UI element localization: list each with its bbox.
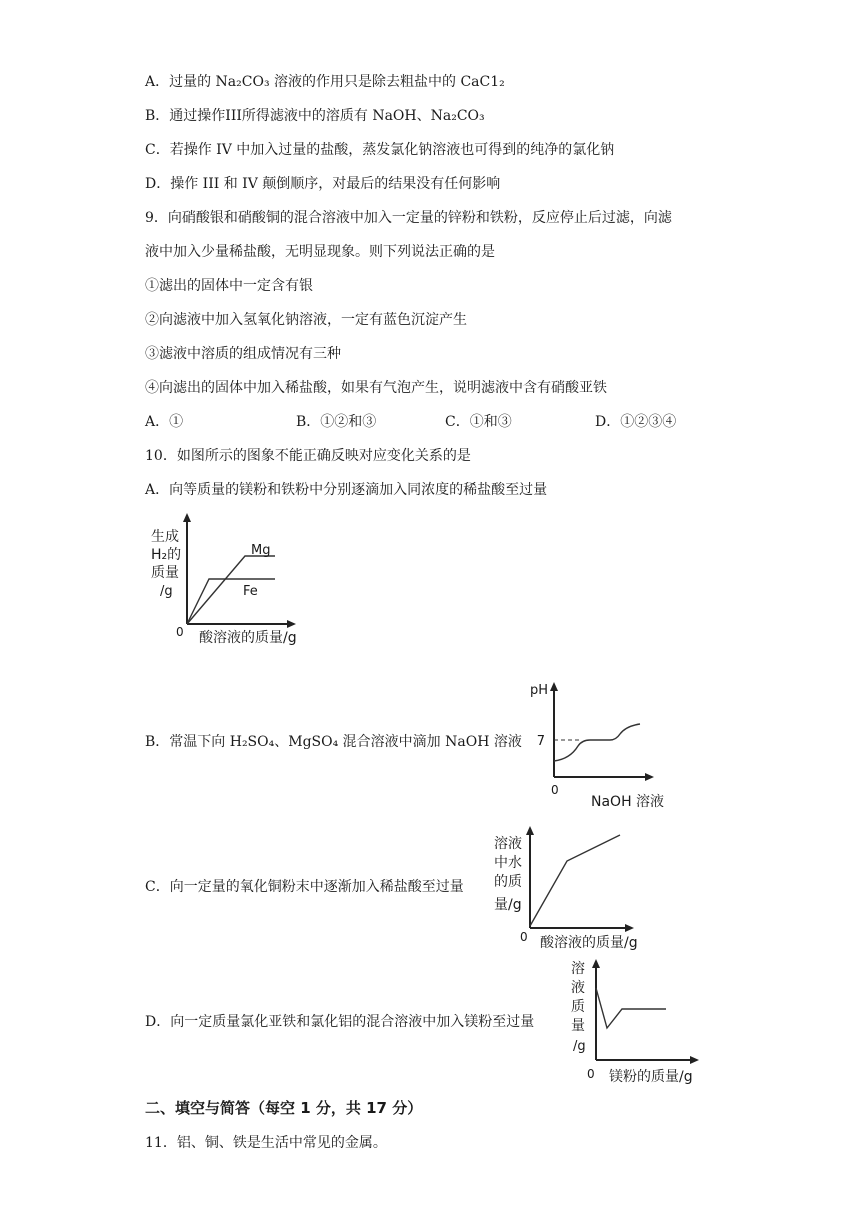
q8-option-a: A．过量的 Na₂CO₃ 溶液的作用只是除去粗盐中的 CaC1₂ <box>145 74 505 90</box>
graph-d-x-arrow <box>690 1056 699 1064</box>
graph-d-curve <box>596 988 666 1028</box>
q10-option-c: C．向一定量的氧化铜粉末中逐渐加入稀盐酸至过量 <box>145 879 464 895</box>
graph-c <box>490 824 650 954</box>
q9-choice-c: C．①和③ <box>445 414 512 430</box>
q8-option-b: B．通过操作III所得滤液中的溶质有 NaOH、Na₂CO₃ <box>145 108 485 124</box>
graph-d-ylabel-3: 质 <box>571 999 585 1015</box>
graph-d-xlabel: 镁粉的质量/g <box>609 1069 693 1085</box>
graph-a-ylabel-1: 生成 <box>151 529 179 545</box>
q9-stem-line1: 9．向硝酸银和硝酸铜的混合溶液中加入一定量的锌粉和铁粉，反应停止后过滤，向滤 <box>145 210 672 226</box>
graph-d <box>565 955 710 1087</box>
graph-a-fe-curve <box>187 579 275 624</box>
q9-statement-1: ①滤出的固体中一定含有银 <box>145 278 313 294</box>
graph-b-ylabel: pH <box>530 683 549 698</box>
graph-a-origin: 0 <box>176 625 184 639</box>
graph-b-ph-curve <box>554 724 640 761</box>
graph-c-ylabel-3: 的质 <box>494 874 522 890</box>
q11-stem: 11．铝、铜、铁是生活中常见的金属。 <box>145 1135 387 1151</box>
q10-option-d: D．向一定质量氯化亚铁和氯化铝的混合溶液中加入镁粉至过量 <box>145 1014 535 1030</box>
section-2-title: 二、填空与简答（每空 1 分，共 17 分） <box>145 1099 423 1117</box>
graph-b-xlabel: NaOH 溶液 <box>591 794 665 810</box>
graph-d-origin: 0 <box>587 1067 595 1081</box>
graph-c-ylabel-2: 中水 <box>494 855 522 871</box>
graph-a-mg-curve <box>187 556 275 624</box>
graph-c-x-arrow <box>625 924 634 932</box>
graph-a-y-arrow <box>183 513 191 522</box>
graph-a-xlabel: 酸溶液的质量/g <box>199 630 297 646</box>
graph-b <box>520 676 670 814</box>
graph-a-ylabel-2: H₂的 <box>151 547 182 563</box>
q8-option-c: C．若操作 IV 中加入过量的盐酸，蒸发氯化钠溶液也可得到的纯净的氯化钠 <box>145 142 615 158</box>
graph-b-tick-7: 7 <box>536 734 545 749</box>
q10-option-a: A．向等质量的镁粉和铁粉中分别逐滴加入同浓度的稀盐酸至过量 <box>145 482 548 498</box>
graph-d-y-arrow <box>592 959 600 968</box>
graph-a-x-arrow <box>287 620 296 628</box>
graph-b-x-arrow <box>645 773 654 781</box>
q9-statement-4: ④向滤出的固体中加入稀盐酸，如果有气泡产生，说明滤液中含有硝酸亚铁 <box>145 380 607 396</box>
q10-option-b: B．常温下向 H₂SO₄、MgSO₄ 混合溶液中滴加 NaOH 溶液 <box>145 734 522 750</box>
graph-a-mg-label: Mg <box>251 543 271 558</box>
q9-choice-b: B．①②和③ <box>296 414 377 430</box>
q8-option-d: D．操作 III 和 IV 颠倒顺序，对最后的结果没有任何影响 <box>145 176 501 192</box>
graph-a-ylabel-4: /g <box>160 584 173 599</box>
q9-stem-line2: 液中加入少量稀盐酸，无明显现象。则下列说法正确的是 <box>145 244 495 260</box>
q9-statement-3: ③滤液中溶质的组成情况有三种 <box>145 346 341 362</box>
graph-c-ylabel-4: 量/g <box>494 897 522 913</box>
graph-d-ylabel-2: 液 <box>571 980 585 996</box>
graph-c-curve <box>530 835 620 926</box>
graph-a <box>140 512 320 652</box>
q9-statement-2: ②向滤液中加入氢氧化钠溶液，一定有蓝色沉淀产生 <box>145 312 467 328</box>
graph-a-fe-label: Fe <box>243 584 258 599</box>
graph-c-origin: 0 <box>520 930 528 944</box>
graph-b-origin: 0 <box>551 783 559 797</box>
q9-choice-a: A．① <box>145 414 184 430</box>
graph-d-ylabel-5: /g <box>573 1039 586 1054</box>
graph-b-y-arrow <box>550 682 558 691</box>
graph-c-ylabel-1: 溶液 <box>494 836 522 852</box>
q9-choice-d: D．①②③④ <box>595 414 677 430</box>
graph-d-ylabel-4: 量 <box>571 1018 585 1034</box>
graph-d-ylabel-1: 溶 <box>571 961 585 977</box>
graph-a-ylabel-3: 质量 <box>151 565 179 581</box>
graph-c-xlabel: 酸溶液的质量/g <box>540 935 638 951</box>
graph-c-y-arrow <box>526 826 534 835</box>
q10-stem: 10．如图所示的图象不能正确反映对应变化关系的是 <box>145 448 471 464</box>
